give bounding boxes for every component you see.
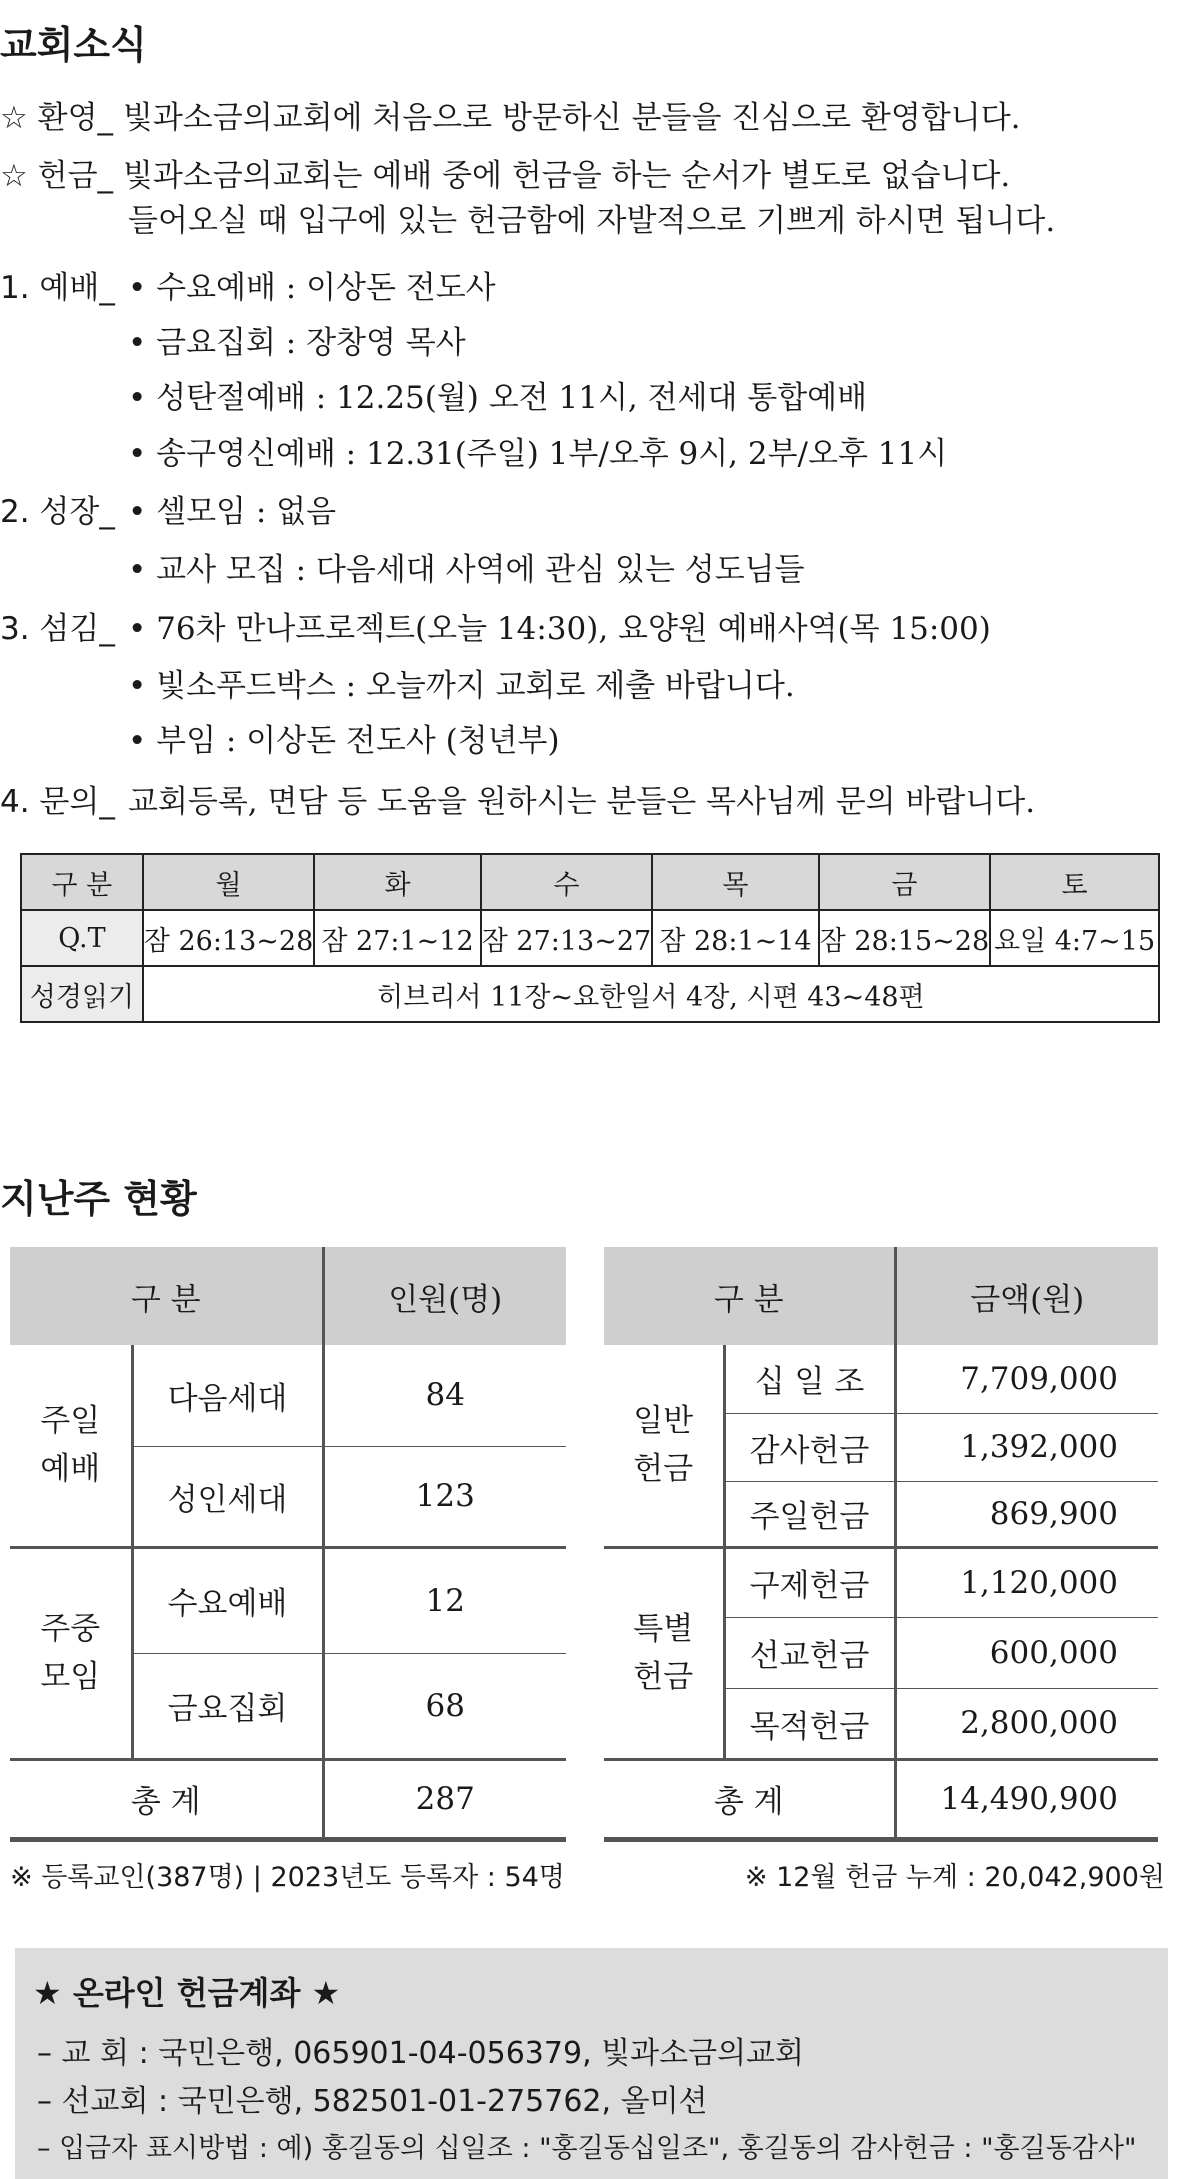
qt-sat: 요일 4:7~15: [990, 910, 1159, 966]
reading-label: 성경읽기: [21, 966, 143, 1022]
reading-row: [21, 966, 1159, 1022]
offering-header-category: 구 분: [604, 1247, 895, 1345]
depositor-guide-line: – 입금자 표시방법 : 예) 홍길동의 십일조 : "홍길동십일조", 홍길동의 감사헌금 : "홍길동감사": [37, 2133, 1137, 2164]
registration-note: ※ 등록교인(387명) | 2023년도 등록자 : 54명: [10, 1862, 565, 1893]
row-label: 십 일 조: [724, 1345, 895, 1413]
group-general-offering: 일반 헌금: [633, 1403, 694, 1488]
item-3-line-3: • 부임 : 이상돈 전도사 (청년부): [128, 723, 560, 759]
offering-total-value: 14,490,900: [895, 1759, 1158, 1839]
row-value: 12: [323, 1547, 566, 1653]
attendance-total-value: 287: [323, 1759, 566, 1839]
row-label: 선교헌금: [724, 1617, 895, 1688]
group-sunday-worship: 주일 예배: [40, 1403, 101, 1488]
offering-header-amount: 금액(원): [895, 1247, 1158, 1345]
header-tue: 화: [314, 854, 480, 910]
row-value: 1,120,000: [895, 1547, 1158, 1617]
welcome-lead: ☆ 환영_: [0, 100, 114, 136]
offering-lead: ☆ 헌금_: [0, 158, 114, 194]
qt-fri: 잠 28:15~28: [819, 910, 990, 966]
december-offering-note: ※ 12월 헌금 누계 : 20,042,900원: [744, 1862, 1165, 1893]
item-1-line-2: • 금요집회 : 장창영 목사: [128, 325, 466, 361]
item-1-line-3: • 성탄절예배 : 12.25(월) 오전 11시, 전세대 통합예배: [128, 380, 868, 416]
row-value: 123: [323, 1446, 566, 1547]
table-row: [10, 1547, 566, 1653]
qt-thu: 잠 28:1~14: [652, 910, 818, 966]
row-label: 다음세대: [132, 1345, 323, 1446]
row-value: 869,900: [895, 1481, 1158, 1547]
header-mon: 월: [143, 854, 314, 910]
offering-text-1: 빛과소금의교회는 예배 중에 헌금을 하는 순서가 별도로 없습니다.: [122, 158, 1011, 194]
header-thu: 목: [652, 854, 818, 910]
row-label: 목적헌금: [724, 1688, 895, 1759]
item-4-line-1: 교회등록, 면담 등 도움을 원하시는 분들은 목사님께 문의 바랍니다.: [128, 784, 1036, 820]
offering-line: [0, 150, 1010, 195]
row-value: 1,392,000: [895, 1413, 1158, 1481]
attendance-header-count: 인원(명): [323, 1247, 566, 1345]
row-label: 구제헌금: [724, 1547, 895, 1617]
row-value: 600,000: [895, 1617, 1158, 1688]
qt-mon: 잠 26:13~28: [143, 910, 314, 966]
row-label: 성인세대: [132, 1446, 323, 1547]
weekly-reading-table: [20, 853, 1160, 1023]
online-account-title: ★ 온라인 헌금계좌 ★: [33, 1974, 341, 2012]
item-4-lead: 4. 문의_: [0, 784, 115, 820]
table-row: [604, 1547, 1158, 1617]
table-row: [604, 1345, 1158, 1413]
header-wed: 수: [481, 854, 652, 910]
group-weekday-meeting: 주중 모임: [10, 1547, 132, 1759]
header-category: 구 분: [21, 854, 143, 910]
row-value: 84: [323, 1345, 566, 1446]
row-label: 감사헌금: [724, 1413, 895, 1481]
online-account-box: [15, 1948, 1168, 2179]
item-3-line-2: • 빛소푸드박스 : 오늘까지 교회로 제출 바랍니다.: [128, 668, 795, 704]
qt-label: Q.T: [21, 910, 143, 966]
item-1-line-4: • 송구영신예배 : 12.31(주일) 1부/오후 9시, 2부/오후 11시: [128, 436, 948, 472]
item-1-line-1: • 수요예배 : 이상돈 전도사: [128, 270, 496, 306]
item-3-line-1: • 76차 만나프로젝트(오늘 14:30), 요양원 예배사역(목 15:00): [128, 611, 991, 647]
church-account-line: – 교 회 : 국민은행, 065901-04-056379, 빛과소금의교회: [37, 2036, 805, 2071]
weekly-header-row: [21, 854, 1159, 910]
row-label: 주일헌금: [724, 1481, 895, 1547]
lastweek-title: 지난주 현황: [0, 1177, 197, 1221]
attendance-total-label: 총 계: [10, 1759, 323, 1839]
welcome-text: 빛과소금의교회에 처음으로 방문하신 분들을 진심으로 환영합니다.: [122, 100, 1021, 136]
mission-account-line: – 선교회 : 국민은행, 582501-01-275762, 올미션: [37, 2084, 708, 2119]
attendance-total-row: [10, 1759, 566, 1839]
row-value: 2,800,000: [895, 1688, 1158, 1759]
qt-tue: 잠 27:1~12: [314, 910, 480, 966]
offering-table: [604, 1247, 1158, 1842]
offering-text-2: 들어오실 때 입구에 있는 헌금함에 자발적으로 기쁘게 하시면 됩니다.: [128, 203, 1056, 239]
offering-total-label: 총 계: [604, 1759, 895, 1839]
offering-header-row: [604, 1247, 1158, 1345]
news-title: 교회소식: [0, 23, 147, 67]
item-2-line-1: • 셀모임 : 없음: [128, 494, 337, 530]
row-label: 금요집회: [132, 1653, 323, 1759]
table-row: [10, 1345, 566, 1446]
item-2-lead: 2. 성장_: [0, 494, 115, 530]
offering-total-row: [604, 1759, 1158, 1839]
item-2-line-2: • 교사 모집 : 다음세대 사역에 관심 있는 성도님들: [128, 552, 805, 588]
attendance-header-category: 구 분: [10, 1247, 323, 1345]
row-value: 7,709,000: [895, 1345, 1158, 1413]
row-value: 68: [323, 1653, 566, 1759]
welcome-line: [0, 92, 1021, 137]
header-fri: 금: [819, 854, 990, 910]
qt-wed: 잠 27:13~27: [481, 910, 652, 966]
qt-row: [21, 910, 1159, 966]
row-label: 수요예배: [132, 1547, 323, 1653]
item-1-lead: 1. 예배_: [0, 270, 115, 306]
reading-value: 히브리서 11장~요한일서 4장, 시편 43~48편: [143, 966, 1159, 1022]
item-3-lead: 3. 섬김_: [0, 611, 115, 647]
attendance-header-row: [10, 1247, 566, 1345]
header-sat: 토: [990, 854, 1159, 910]
attendance-table: [10, 1247, 566, 1842]
group-special-offering: 특별 헌금: [604, 1547, 724, 1759]
